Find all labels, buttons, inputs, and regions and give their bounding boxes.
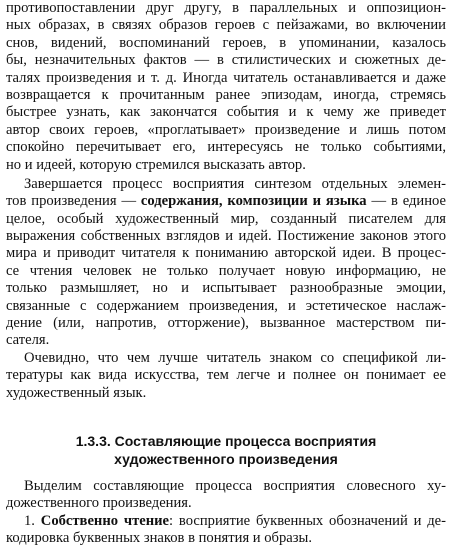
text-segment: — в единое: [366, 193, 446, 210]
list-number: 1.: [24, 512, 41, 529]
text-line: дение (или, напротив, отторжение), вызванное мастерством пи-: [6, 315, 446, 332]
heading-line: 1.3.3. Составляющие процесса восприятия: [75, 432, 377, 449]
section-heading: [6, 432, 446, 468]
paragraph-4: [6, 478, 446, 513]
text-line: связанные с содержанием произведения, и эстетическое наслаж-: [6, 297, 446, 314]
text-segment: тов произведения —: [6, 193, 141, 210]
bold-term: Собственно чтение: [40, 512, 170, 529]
text-line: бы, незначительных фактов — в стилистических и сюжетных де-: [6, 52, 446, 69]
text-line: [6, 193, 446, 210]
text-line: талях произведения и т. д. Иногда читатель останавливается и даже: [6, 69, 446, 86]
text-line: Выделим составляющие процесса восприятия словесного ху-: [24, 477, 446, 494]
text-line: выражения собственных взглядов и идей. Постижение законов этого: [6, 228, 446, 245]
text-line: снов, видений, воспоминаний героев, в упоминании, казалось: [6, 34, 446, 51]
text-line: художественный язык.: [6, 384, 147, 401]
text-line: автор своих героев, «проглатывает» произведение и лишь потом: [6, 121, 446, 138]
paragraph-2: [6, 176, 446, 350]
text-line: только размышляет, но и испытывает разнообразные эмоции,: [6, 280, 446, 297]
paragraph-1: [6, 0, 446, 174]
text-line: сателя.: [6, 332, 50, 349]
paragraph-5: [6, 513, 446, 548]
text-line: тературы как вида искусства, тем легче и полнее он понимает ее: [6, 367, 446, 384]
text-line: возвращается к прочитанным ранее эпизодам, иногда, стремясь: [6, 86, 446, 103]
text-line: дожественного произведения.: [6, 495, 192, 512]
text-line: но и идеей, которую стремился высказать автор.: [6, 156, 306, 173]
text-line: ных образах, в связях образов героев с пейзажами, во включении: [6, 17, 446, 34]
bold-term: содержания, композиции и языка: [140, 193, 367, 210]
paragraph-3: [6, 350, 446, 402]
text-line: спокойно перечитывает его, интересуясь не только событиями,: [6, 139, 446, 156]
text-line: Очевидно, что чем лучше читатель знаком со спецификой ли-: [24, 349, 446, 366]
heading-line: художественного произведения: [114, 450, 338, 467]
document-page: [6, 0, 446, 548]
text-line: се чтения человек не только получает новую информацию, не: [6, 262, 446, 279]
text-line: кодировка буквенных знаков в понятия и образы.: [6, 530, 312, 547]
text-line: Завершается процесс восприятия синтезом отдельных элемен-: [24, 175, 446, 192]
text-line: [6, 513, 446, 530]
text-line: быстрее узнать, как закончатся события и к чему же приведет: [6, 104, 446, 121]
text-line: мира и приводит читателя к пониманию авторской идеи. В процес-: [6, 245, 446, 262]
text-line: целое, особый художественный мир, созданный писателем для: [6, 210, 446, 227]
text-segment: : восприятие буквенных обозначений и де-: [169, 512, 446, 529]
text-line: противопоставлении друг другу, в параллельных и оппозицион-: [6, 0, 446, 16]
